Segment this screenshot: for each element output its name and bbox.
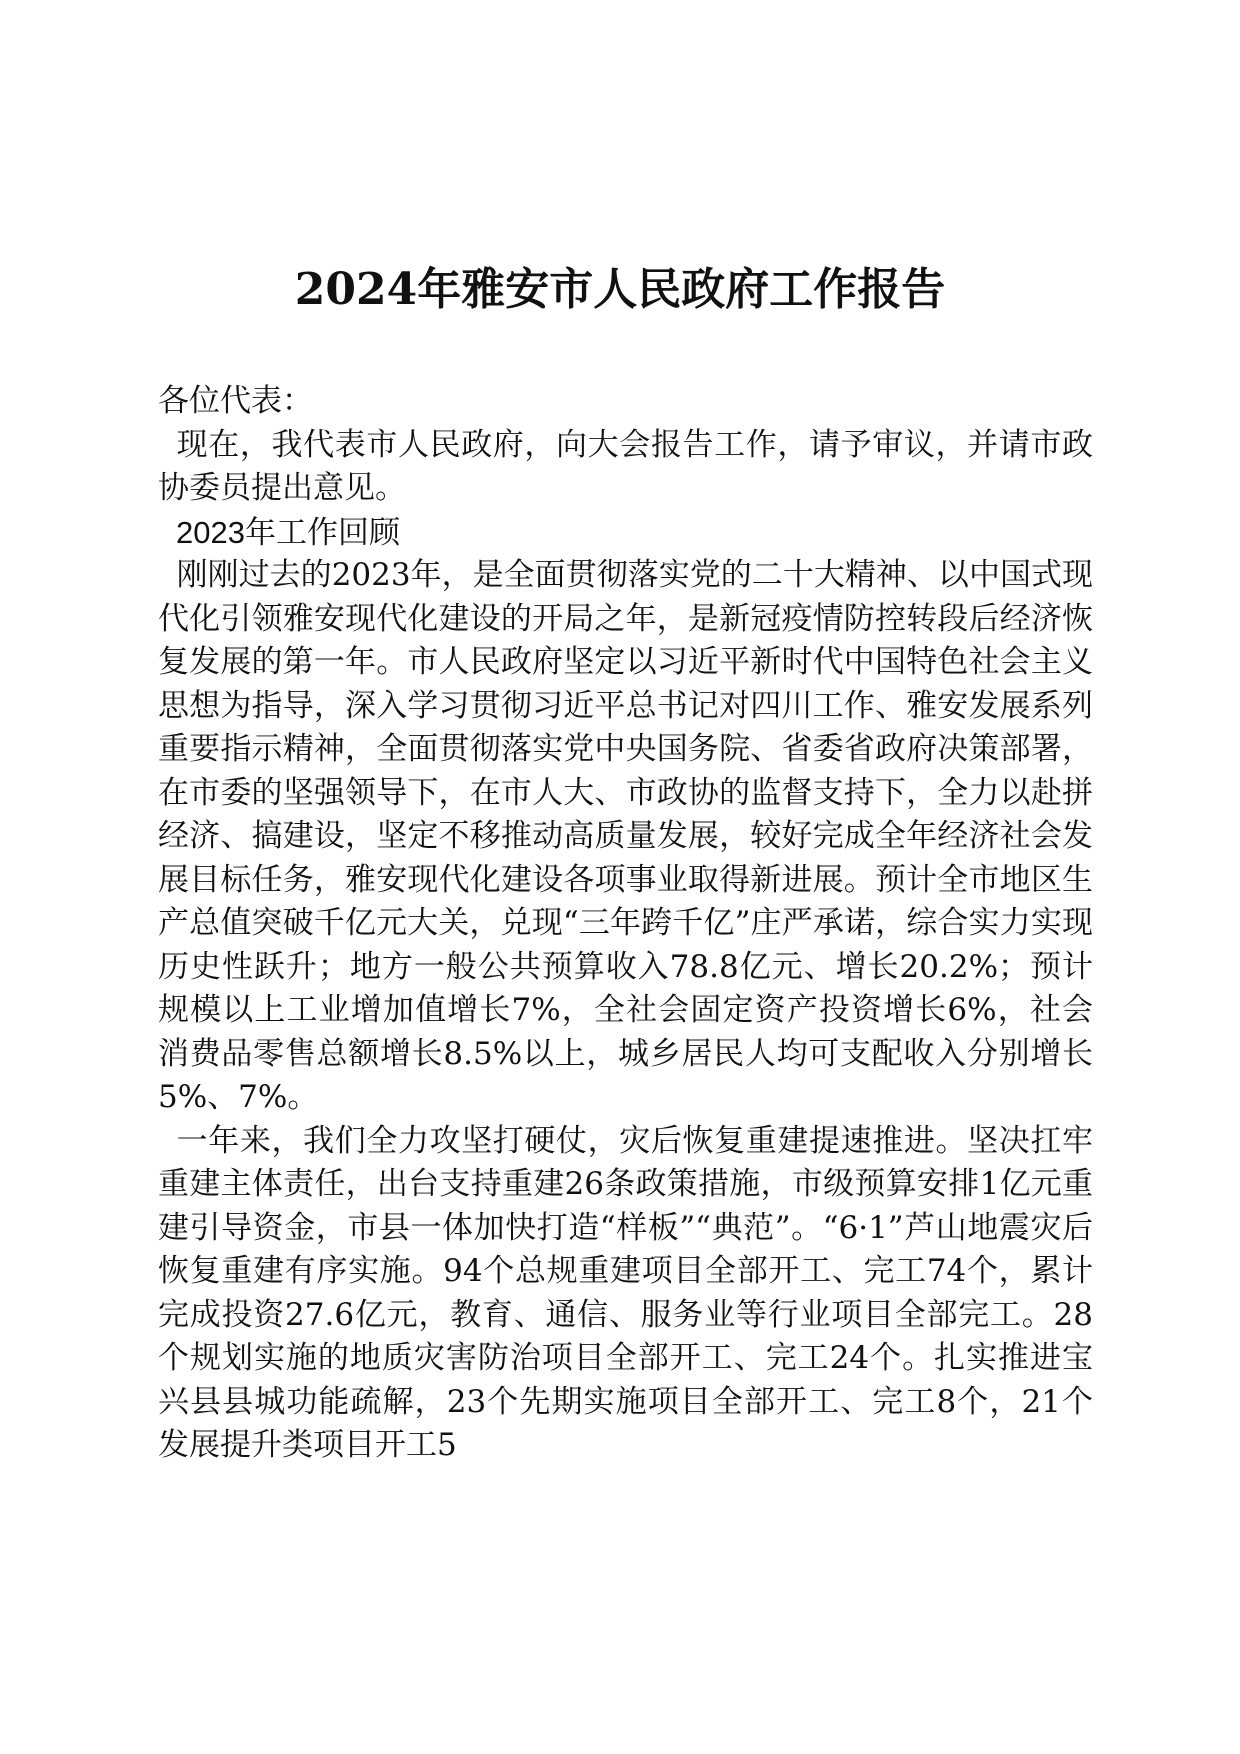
document-body <box>158 380 1093 1468</box>
document-title: 2024年雅安市人民政府工作报告 <box>294 264 946 315</box>
paragraph-reconstruction: 一年来，我们全力攻坚打硬仗，灾后恢复重建提速推进。坚决扛牢重建主体责任，出台支持重建26条政策措施，市级预算安排1亿元重建引导资金，市县一体加快打造“样板”“典范”。“6·1”芦山地震灾后恢复重建有序实施。94个总规重建项目全部开工、完工74个，累计完成投资27.6亿元，教育、通信、服务业等行业项目全部完工。28个规划实施的地质灾害防治项目全部开工、完工24个。扎实推进宝兴县县城功能疏解，23个先期实施项目全部开工、完工8个，21个发展提升类项目开工5 <box>158 1122 1093 1463</box>
paragraph-review-summary: 刚刚过去的2023年，是全面贯彻落实党的二十大精神、以中国式现代化引领雅安现代化建设的开局之年，是新冠疫情防控转段后经济恢复发展的第一年。市人民政府坚定以习近平新时代中国特色社会主义思想为指导，深入学习贯彻习近平总书记对四川工作、雅安发展系列重要指示精神，全面贯彻落实党中央国务院、省委省政府决策部署，在市委的坚强领导下，在市人大、市政协的监督支持下，全力以赴拼经济、搞建设，坚定不移推动高质量发展，较好完成全年经济社会发展目标任务，雅安现代化建设各项事业取得新进展。预计全市地区生产总值突破千亿元大关，兑现“三年跨千亿”庄严承诺，综合实力实现历史性跃升；地方一般公共预算收入78.8亿元、增长20.2%；预计规模以上工业增加值增长7%，全社会固定资产投资增长6%，社会消费品零售总额增长8.5%以上，城乡居民人均可支配收入分别增长5%、7%。 <box>158 557 1093 1115</box>
section-heading: 2023年工作回顾 <box>176 514 400 550</box>
salutation: 各位代表： <box>158 383 313 419</box>
intro-paragraph: 现在，我代表市人民政府，向大会报告工作，请予审议，并请市政协委员提出意见。 <box>158 426 1093 506</box>
